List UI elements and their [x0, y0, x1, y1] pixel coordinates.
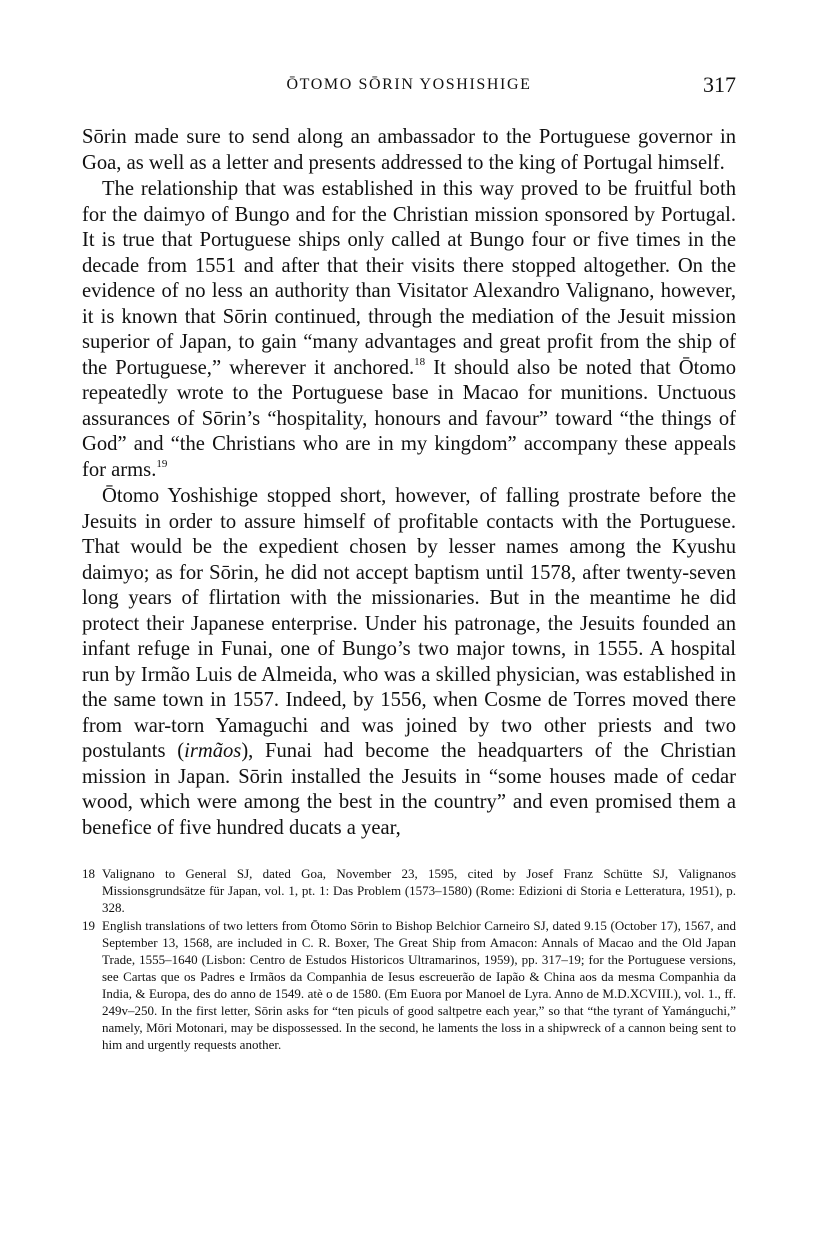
note-ref-19: 19 [156, 457, 168, 470]
footnote-text: English translations of two letters from Ōtomo Sōrin to Bishop Belchior Carneiro SJ, dated 9.15 (October 17), 1567, and September 13, 1568, are included in C. R. Boxer, The Great Ship from Amacon: Annals of Macao and the Old Japan Trade, 1555–1640 (Lisbon: Centro de Estudos Historicos Ultramarinos, 1959), pp. 317–19; for the Portuguese versions, see Cartas que os Padres e Irmãos da Companhia de Iesus escreuerão de Iapão & China aos da mesma Companhia da India, & Europa, des do anno de 1549. atè o de 1580. (Em Euora por Manoel de Lyra. Anno de M.D.XCVIII.), vol. 1., ff. 249v–250. In the first letter, Sōrin asks for “ten piculs of good saltpetre each year,” so that “the tyrant of Yamánguchi,” namely, Mōri Motonari, may be dispossessed. In the second, he laments the loss in a shipwreck of a cannon being sent to him and urgently requests another. [102, 918, 736, 1052]
footnote-text: Valignano to General SJ, dated Goa, November 23, 1595, cited by Josef Franz Schütte SJ, Valignanos Missionsgrundsätze für Japan, vol. 1, pt. 1: Das Problem (1573–1580) (Rome: Edizioni di Storia e Letteratura, 1951), p. 328. [102, 866, 736, 915]
footnote-number: 19 [82, 918, 95, 933]
running-head [82, 72, 736, 104]
body-text [82, 125, 736, 841]
paragraph-2-text: The relationship that was established in this way proved to be fruitful both for the daimyo of Bungo and for the Christian mission sponsored by Portugal. It is true that Portuguese ships only called at Bungo four or five times in the decade from 1551 and after that their visits there stopped altogether. On the evidence of no less an authority than Visitator Alexandro Valignano, however, it is known that Sōrin continued, through the mediation of the Jesuit mission superior of Japan, to gain “many advantages and great profit from the ship of the Portuguese,” wherever it anchored. [82, 178, 736, 379]
paragraph-1: Sōrin made sure to send along an ambassador to the Portuguese governor in Goa, as well as a letter and presents addressed to the king of Portugal himself. [82, 126, 736, 174]
paragraph-3-text: Ōtomo Yoshishige stopped short, however, of falling prostrate before the Jesuits in order to assure himself of profitable contacts with the Portuguese. That would be the expedient chosen by lesser names among the Kyushu daimyo; as for Sōrin, he did not accept baptism until 1578, after twenty-seven long years of flirtation with the missionaries. But in the meantime he did protect their Japanese enterprise. Under his patronage, the Jesuits founded an infant refuge in Funai, one of Bungo’s two major towns, in 1555. A hospital run by Irmão Luis de Almeida, who was a skilled physician, was established in the same town in 1557. Indeed, by 1556, when Cosme de Torres moved there from war-torn Yamaguchi and was joined by two other priests and two postulants ( [82, 485, 736, 762]
paragraph-2-continuation: It should also be noted that Ōtomo repeatedly wrote to the Portuguese base in Macao for munitions. Unctuous assurances of Sōrin’s “hospitality, honours and favour” toward “the things of God” and “the Christians who are in my kingdom” accompany these appeals for arms. [82, 356, 737, 481]
paragraph-3 [82, 484, 736, 841]
italic-term: irmãos [184, 740, 242, 762]
footnotes [82, 865, 736, 1053]
running-title: ŌTOMO SŌRIN YOSHISHIGE [286, 76, 532, 93]
footnote-19 [82, 917, 736, 1053]
book-page [82, 72, 736, 1054]
footnote-18 [82, 865, 736, 916]
paragraph-3-continuation: ), Funai had become the headquarters of the Christian mission in Japan. Sōrin installed the Jesuits in “some houses made of cedar wood, which were among the best in the country” and even promised them a benefice of five hundred ducats a year, [82, 740, 736, 839]
footnote-number: 18 [82, 866, 95, 881]
page-number: 317 [703, 72, 736, 97]
paragraph-2 [82, 177, 736, 483]
note-ref-18: 18 [414, 355, 426, 368]
